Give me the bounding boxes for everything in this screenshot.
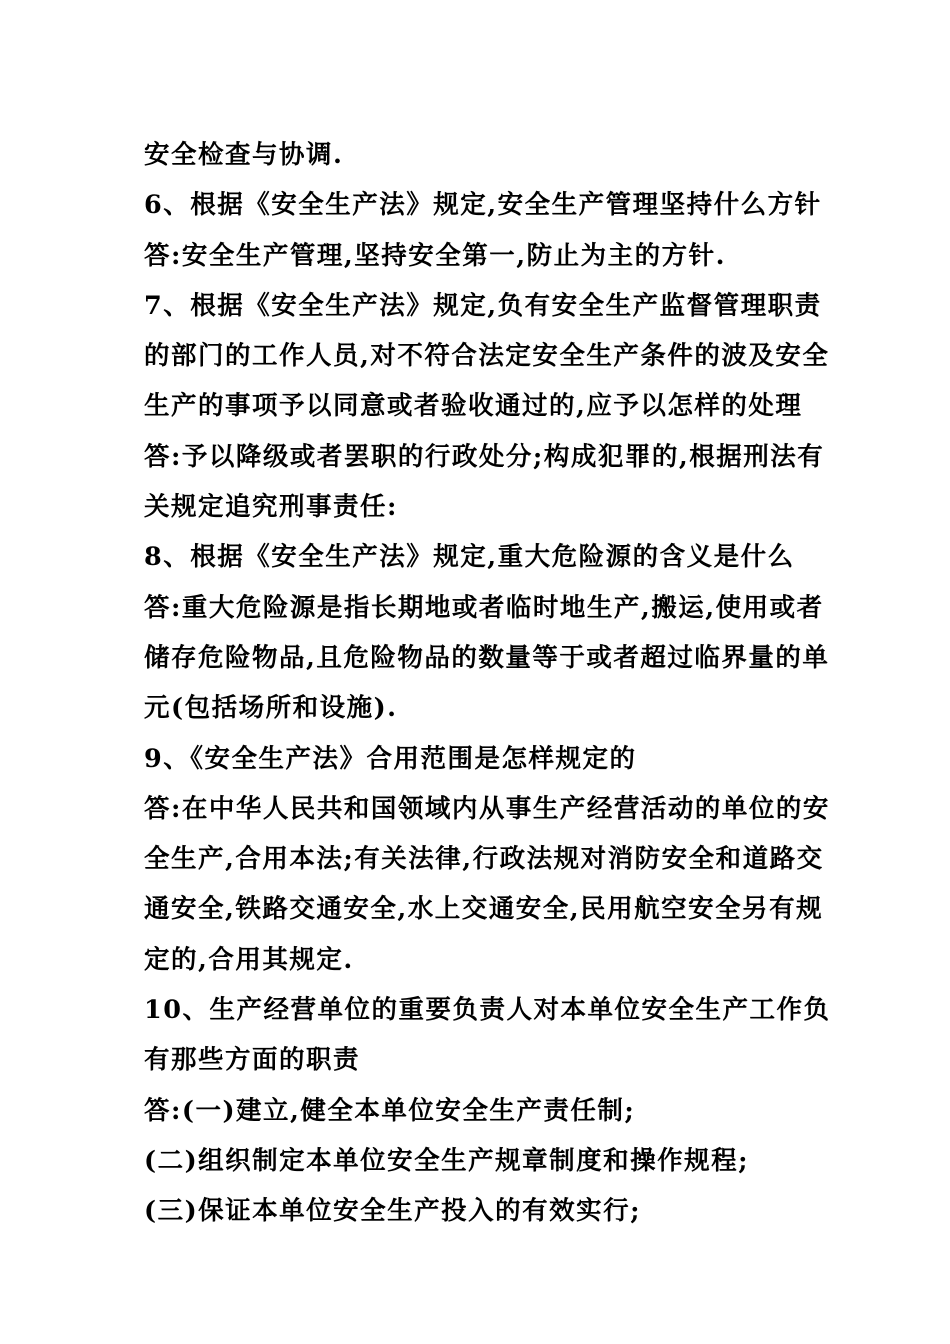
answer-line: 答:重大危险源是指长期地或者临时地生产,搬运,使用或者 (144, 592, 824, 623)
text-line: (二)组织制定本单位安全生产规章制度和操作规程; (144, 1145, 750, 1176)
text-line: 储存危险物品,且危险物品的数量等于或者超过临界量的单 (144, 642, 830, 673)
text-line: 元(包括场所和设施). (144, 693, 398, 724)
question-line: 9、《安全生产法》合用范围是怎样规定的 (144, 743, 637, 774)
text-line: 有那些方面的职责 (144, 1045, 361, 1076)
text-line: 的部门的工作人员,对不符合法定安全生产条件的波及安全 (144, 341, 830, 372)
question-line: 6、根据《安全生产法》规定,安全生产管理坚持什么方针 (144, 190, 822, 221)
question-line: 10、生产经营单位的重要负责人对本单位安全生产工作负 (144, 995, 831, 1026)
text-line: (三)保证本单位安全生产投入的有效实行; (144, 1196, 642, 1227)
answer-line: 答:(一)建立,健全本单位安全生产责任制; (144, 1095, 636, 1126)
answer-line: 答:予以降级或者罢职的行政处分;构成犯罪的,根据刑法有 (144, 441, 825, 472)
text-line: 生产的事项予以同意或者验收通过的,应予以怎样的处理 (144, 391, 803, 422)
text-line: 全生产,合用本法;有关法律,行政法规对消防安全和道路交 (144, 844, 824, 875)
answer-line: 答:安全生产管理,坚持安全第一,防止为主的方针. (144, 240, 727, 271)
document-body (144, 130, 831, 1237)
question-line: 8、根据《安全生产法》规定,重大危险源的含义是什么 (144, 542, 795, 573)
text-line: 通安全,铁路交通安全,水上交通安全,民用航空安全另有规 (144, 894, 824, 925)
text-line: 安全检查与协调. (144, 140, 344, 170)
answer-line: 答:在中华人民共和国领域内从事生产经营活动的单位的安 (144, 793, 830, 824)
text-line: 定的,合用其规定. (144, 944, 354, 975)
question-line: 7、根据《安全生产法》规定,负有安全生产监督管理职责 (144, 290, 822, 321)
text-line: 关规定追究刑事责任: (144, 492, 398, 523)
